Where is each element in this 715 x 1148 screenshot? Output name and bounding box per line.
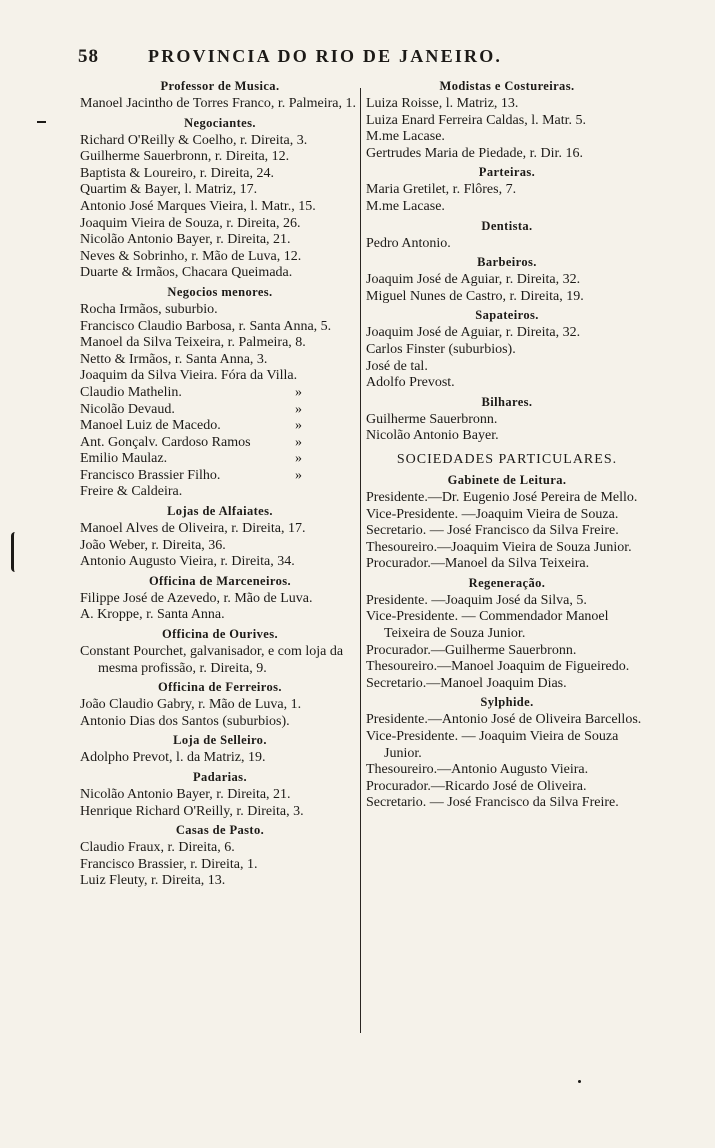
directory-entry	[366, 359, 648, 376]
entry-text: Joaquim Vieira de Souza, r. Direita, 26.	[80, 215, 301, 231]
directory-entry	[366, 643, 648, 660]
directory-entry	[80, 804, 360, 821]
directory-entry	[366, 556, 648, 573]
entry-text: Henrique Richard O'Reilly, r. Direita, 3.	[80, 803, 304, 819]
directory-entry	[366, 729, 648, 762]
entry-text: Nicolão Antonio Bayer.	[366, 428, 499, 444]
section-heading: Negociantes.	[184, 115, 256, 130]
directory-entry	[80, 451, 360, 468]
directory-entry	[80, 484, 360, 501]
section-heading: Casas de Pasto.	[175, 823, 265, 838]
section-heading: Sapateiros.	[475, 308, 539, 323]
section-heading: Parteiras.	[478, 165, 536, 180]
section-heading: SOCIEDADES PARTICULARES.	[396, 451, 618, 467]
directory-entry	[80, 538, 360, 555]
directory-entry	[80, 435, 360, 452]
directory-entry	[80, 468, 360, 485]
directory-entry	[80, 402, 360, 419]
entry-text: Miguel Nunes de Castro, r. Direita, 19.	[366, 288, 584, 304]
directory-entry	[80, 368, 360, 385]
directory-entry	[366, 342, 648, 359]
entry-text: Procurador.—Ricardo José de Oliveira.	[366, 778, 587, 794]
directory-entry	[80, 352, 360, 369]
entry-text: Manoel Jacintho de Torres Franco, r. Palmeira, 1.	[80, 96, 356, 111]
directory-entry	[366, 96, 648, 113]
directory-entry	[366, 795, 648, 812]
page-header	[78, 46, 648, 72]
entry-text: Joaquim da Silva Vieira. Fóra da Villa.	[80, 368, 298, 384]
directory-entry	[80, 249, 360, 266]
directory-entry	[366, 428, 648, 445]
directory-entry	[80, 521, 360, 538]
directory-entry	[366, 507, 648, 524]
entry-text: Neves & Sobrinho, r. Mão de Luva, 12.	[80, 248, 302, 264]
section-heading: Padarias.	[193, 770, 247, 784]
directory-entry	[366, 289, 648, 306]
entry-text: Duarte & Irmãos, Chacara Queimada.	[80, 265, 293, 281]
entry-text: Vice-Presidente. —Joaquim Vieira de Souza.	[366, 506, 619, 522]
ditto-mark: »	[295, 418, 302, 434]
entry-text: Antonio Dias dos Santos (suburbios).	[80, 713, 290, 729]
entry-text: Luiz Fleuty, r. Direita, 13.	[80, 873, 226, 889]
directory-entry	[80, 591, 360, 608]
directory-entry	[366, 375, 648, 392]
directory-entry	[80, 232, 360, 249]
directory-entry	[80, 319, 360, 336]
column-divider	[360, 88, 361, 1033]
entry-text: Gertrudes Maria de Piedade, r. Dir. 16.	[366, 145, 583, 161]
directory-entry	[80, 554, 360, 571]
directory-entry	[80, 199, 360, 216]
ink-speck	[578, 1080, 581, 1083]
entry-text: Adolfo Prevost.	[366, 375, 455, 391]
directory-entry	[80, 714, 360, 731]
entry-text: Carlos Finster (suburbios).	[366, 341, 516, 357]
directory-entry	[80, 96, 360, 113]
entry-text: Guilherme Sauerbronn.	[366, 411, 498, 427]
entry-text: Maria Gretilet, r. Flôres, 7.	[366, 182, 517, 198]
entry-text: Secretario.—Manoel Joaquim Dias.	[366, 675, 567, 691]
section-heading: Modistas e Costureiras.	[439, 79, 575, 93]
directory-entry	[80, 607, 360, 624]
directory-entry	[80, 302, 360, 319]
directory-entry	[80, 335, 360, 352]
directory-entry	[80, 840, 360, 857]
entry-text: Ant. Gonçalv. Cardoso Ramos	[80, 434, 251, 450]
entry-text: Adolpho Prevot, l. da Matriz, 19.	[80, 750, 266, 766]
entry-text: Thesoureiro.—Joaquim Vieira de Souza Junior.	[366, 539, 632, 555]
entry-text: Joaquim José de Aguiar, r. Direita, 32.	[366, 272, 581, 288]
entry-text: João Claudio Gabry, r. Mão de Luva, 1.	[80, 697, 302, 713]
right-column	[366, 76, 648, 812]
entry-text: Procurador.—Guilherme Sauerbronn.	[366, 642, 577, 658]
margin-bracket	[11, 532, 18, 572]
entry-text: Nicolão Antonio Bayer, r. Direita, 21.	[80, 232, 291, 248]
entry-text: Baptista & Loureiro, r. Direita, 24.	[80, 165, 275, 181]
entry-text: Vice-Presidente. — Commendador Manoel Teixeira de Souza Junior.	[366, 609, 612, 642]
entry-text: Netto & Irmãos, r. Santa Anna, 3.	[80, 351, 268, 367]
section-heading: Officina de Ourives.	[162, 627, 278, 642]
entry-text: Pedro Antonio.	[366, 235, 451, 251]
directory-entry	[366, 272, 648, 289]
entry-text: Freire & Caldeira.	[80, 484, 183, 500]
directory-entry	[366, 659, 648, 676]
entry-text: Presidente. —Joaquim José da Silva, 5.	[366, 592, 587, 608]
entry-text: Francisco Claudio Barbosa, r. Santa Anna, 5.	[80, 318, 332, 334]
directory-entry	[366, 236, 648, 253]
section-heading: Officina de Ferreiros.	[158, 680, 282, 695]
section-heading: Lojas de Alfaiates.	[167, 504, 273, 519]
entry-text: M.me Lacase.	[366, 129, 445, 145]
entry-text: Thesoureiro.—Antonio Augusto Vieira.	[366, 762, 589, 778]
entry-text: Presidente.—Antonio José de Oliveira Barcellos.	[366, 712, 642, 728]
directory-entry	[366, 412, 648, 429]
directory-entry	[366, 146, 648, 163]
entry-text: Filippe José de Azevedo, r. Mão de Luva.	[80, 590, 313, 606]
page-number: 58	[78, 46, 99, 67]
directory-entry	[80, 166, 360, 183]
entry-text: Claudio Fraux, r. Direita, 6.	[80, 840, 235, 856]
entry-text: Joaquim José de Aguiar, r. Direita, 32.	[366, 325, 581, 341]
directory-entry	[366, 762, 648, 779]
entry-text: Emilio Maulaz.	[80, 451, 168, 467]
directory-entry	[366, 523, 648, 540]
entry-text: João Weber, r. Direita, 36.	[80, 537, 226, 553]
running-title: PROVINCIA DO RIO DE JANEIRO.	[148, 46, 503, 66]
ditto-mark: »	[295, 434, 302, 450]
section-heading: Dentista.	[481, 218, 533, 233]
directory-entry	[80, 182, 360, 199]
directory-entry	[366, 676, 648, 693]
directory-entry	[80, 133, 360, 150]
directory-entry	[80, 644, 360, 677]
section-heading: Regeneração.	[468, 575, 546, 590]
section-heading: Officina de Marceneiros.	[148, 573, 292, 588]
section-heading: Loja de Selleiro.	[173, 733, 267, 748]
directory-entry	[80, 697, 360, 714]
entry-text: A. Kroppe, r. Santa Anna.	[80, 607, 225, 623]
directory-entry	[366, 182, 648, 199]
entry-text: Guilherme Sauerbronn, r. Direita, 12.	[80, 149, 290, 165]
ditto-mark: »	[295, 451, 302, 467]
entry-text: Manoel da Silva Teixeira, r. Palmeira, 8.	[80, 335, 306, 351]
section-heading: Negocios menores.	[167, 284, 273, 299]
entry-text: Quartim & Bayer, l. Matriz, 17.	[80, 182, 258, 198]
directory-entry	[80, 265, 360, 282]
entry-text: Claudio Mathelin.	[80, 384, 182, 400]
directory-entry	[80, 149, 360, 166]
entry-text: Nicolão Devaud.	[80, 401, 175, 417]
directory-entry	[80, 857, 360, 874]
section-heading: Professor de Musica.	[160, 79, 280, 93]
entry-text: M.me Lacase.	[366, 198, 445, 214]
directory-entry	[80, 216, 360, 233]
directory-entry	[366, 199, 648, 216]
entry-text: Secretario. — José Francisco da Silva Freire.	[366, 795, 619, 811]
entry-text: Vice-Presidente. — Joaquim Vieira de Souza Junior.	[366, 729, 622, 761]
directory-entry	[366, 129, 648, 146]
ditto-mark: »	[295, 467, 302, 483]
entry-text: Secretario. — José Francisco da Silva Freire.	[366, 523, 619, 539]
section-heading: Sylphide.	[480, 695, 534, 710]
entry-text: Francisco Brassier Filho.	[80, 467, 221, 483]
directory-entry	[80, 873, 360, 890]
entry-text: Antonio José Marques Vieira, l. Matr., 15.	[80, 198, 316, 214]
directory-entry	[366, 325, 648, 342]
entry-text: José de tal.	[366, 358, 428, 374]
directory-entry	[366, 712, 648, 729]
entry-text: Manoel Luiz de Macedo.	[80, 418, 221, 434]
entry-text: Antonio Augusto Vieira, r. Direita, 34.	[80, 554, 295, 570]
entry-text: Procurador.—Manoel da Silva Teixeira.	[366, 556, 590, 572]
section-heading: Barbeiros.	[477, 255, 537, 270]
directory-entry	[80, 787, 360, 804]
entry-text: Manoel Alves de Oliveira, r. Direita, 17.	[80, 521, 306, 537]
entry-text: Constant Pourchet, galvanisador, e com loja da mesma profissão, r. Direita, 9.	[80, 644, 347, 676]
entry-text: Nicolão Antonio Bayer, r. Direita, 21.	[80, 787, 291, 802]
ditto-mark: »	[295, 401, 302, 417]
left-column	[80, 76, 360, 890]
section-heading: Gabinete de Leitura.	[447, 472, 567, 487]
directory-entry	[366, 593, 648, 610]
directory-entry	[366, 779, 648, 796]
entry-text: Francisco Brassier, r. Direita, 1.	[80, 856, 258, 872]
directory-entry	[80, 385, 360, 402]
entry-text: Presidente.—Dr. Eugenio José Pereira de Mello.	[366, 489, 638, 505]
margin-mark	[37, 121, 46, 123]
entry-text: Luiza Enard Ferreira Caldas, l. Matr. 5.	[366, 112, 587, 128]
ditto-mark: »	[295, 384, 302, 400]
directory-entry	[366, 113, 648, 130]
directory-entry	[366, 609, 648, 642]
directory-entry	[366, 490, 648, 507]
directory-entry	[80, 750, 360, 767]
section-heading: Bilhares.	[481, 394, 533, 409]
entry-text: Rocha Irmãos, suburbio.	[80, 301, 218, 317]
entry-text: Luiza Roisse, l. Matriz, 13.	[366, 96, 519, 111]
directory-entry	[366, 540, 648, 557]
entry-text: Richard O'Reilly & Coelho, r. Direita, 3.	[80, 132, 308, 148]
directory-entry	[80, 418, 360, 435]
entry-text: Thesoureiro.—Manoel Joaquim de Figueiredo.	[366, 659, 630, 675]
